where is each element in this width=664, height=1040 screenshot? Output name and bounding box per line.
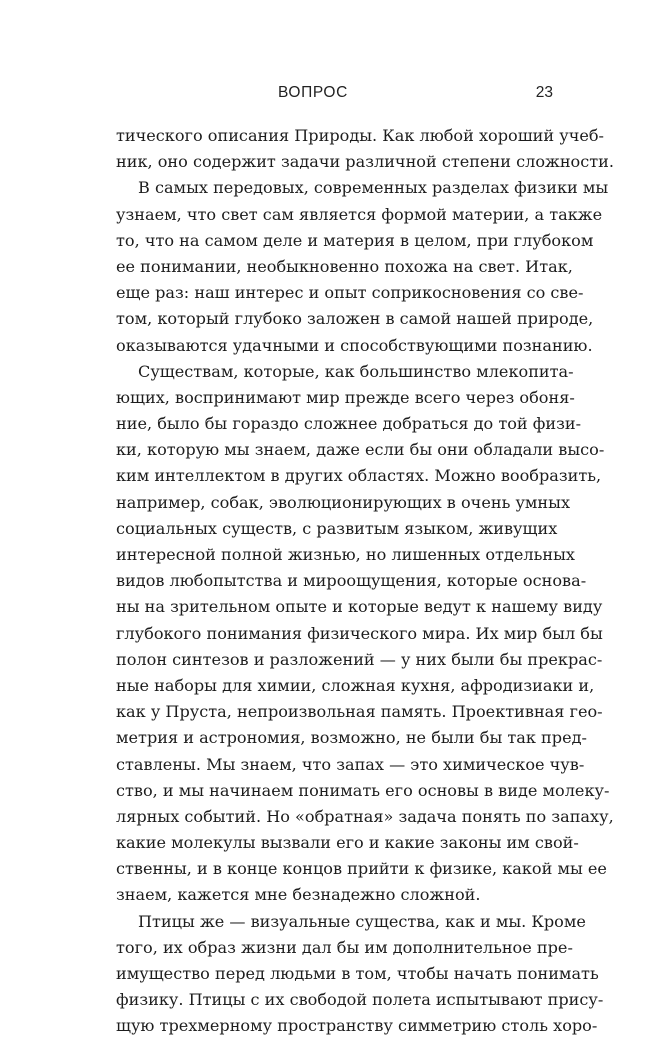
paragraph: [116, 909, 604, 1040]
text-line: тического описания Природы. Как любой хороший учеб-: [116, 126, 604, 145]
text-line: лярных событий. Но «обратная» задача понять по запаху,: [116, 806, 614, 826]
paragraph: [116, 359, 614, 909]
text-line: щую трехмерному пространству симметрию столь хоро-: [116, 1016, 598, 1036]
text-line: социальных существ, с развитым языком, живущих: [116, 518, 558, 538]
running-title: ВОПРОС: [278, 84, 348, 101]
page-header: [0, 84, 664, 108]
paragraph: [116, 175, 609, 358]
text-line: узнаем, что свет сам является формой материи, а также: [116, 204, 603, 224]
text-line: ким интеллектом в других областях. Можно вообразить,: [116, 466, 602, 486]
paragraph: [116, 123, 615, 175]
text-line: какие молекулы вызвали его и какие законы им свой-: [116, 833, 579, 853]
text-line: ки, которую мы знаем, даже если бы они обладали высо-: [116, 440, 605, 460]
text-line: например, собак, эволюционирующих в очень умных: [116, 492, 571, 512]
text-line: того, их образ жизни дал бы им дополнительное пре-: [116, 937, 573, 957]
page-number: 23: [535, 84, 553, 101]
text-line: оказываются удачными и способствующими познанию.: [116, 335, 593, 355]
text-line: том, который глубоко заложен в самой нашей природе,: [116, 309, 594, 329]
text-line: глубокого понимания физического мира. Их мир был бы: [116, 623, 603, 643]
text-line: ник, оно содержит задачи различной степени сложности.: [116, 152, 615, 172]
text-line: еще раз: наш интерес и опыт соприкосновения со све-: [116, 283, 584, 303]
text-line: ны на зрительном опыте и которые ведут к нашему виду: [116, 597, 603, 617]
text-line: метрия и астрономия, возможно, не были бы так пред-: [116, 728, 587, 748]
text-line: ющих, воспринимают мир прежде всего через обоня-: [116, 387, 575, 407]
text-line: ние, было бы гораздо сложнее добраться до той физи-: [116, 414, 582, 434]
text-line: физику. Птицы с их свободой полета испытывают прису-: [116, 990, 604, 1010]
text-line: имущество перед людьми в том, чтобы начать понимать: [116, 964, 599, 983]
text-line: Существам, которые, как большинство млекопита-: [138, 361, 574, 381]
text-line: ее понимании, необыкновенно похожа на свет. Итак,: [116, 256, 573, 276]
text-line: полон синтезов и разложений — у них были бы прекрас-: [116, 649, 603, 669]
text-line: В самых передовых, современных разделах физики мы: [138, 178, 609, 198]
text-line: видов любопытства и мироощущения, которые основа-: [116, 571, 587, 591]
text-line: ные наборы для химии, сложная кухня, афродизиаки и,: [116, 675, 595, 695]
text-line: как у Пруста, непроизвольная память. Проективная гео-: [116, 702, 603, 722]
text-line: ственны, и в конце концов прийти к физике, какой мы ее: [116, 859, 607, 879]
text-line: то, что на самом деле и материя в целом, при глубоком: [116, 230, 594, 250]
text-line: интересной полной жизнью, но лишенных отдельных: [116, 545, 575, 564]
text-line: Птицы же — визуальные существа, как и мы. Кроме: [138, 911, 586, 931]
text-line: знаем, кажется мне безнадежно сложной.: [116, 885, 481, 905]
body-text: [116, 123, 615, 1040]
text-line: ставлены. Мы знаем, что запах — это химическое чув-: [116, 754, 585, 774]
text-line: ство, и мы начинаем понимать его основы в виде молеку-: [116, 780, 610, 800]
